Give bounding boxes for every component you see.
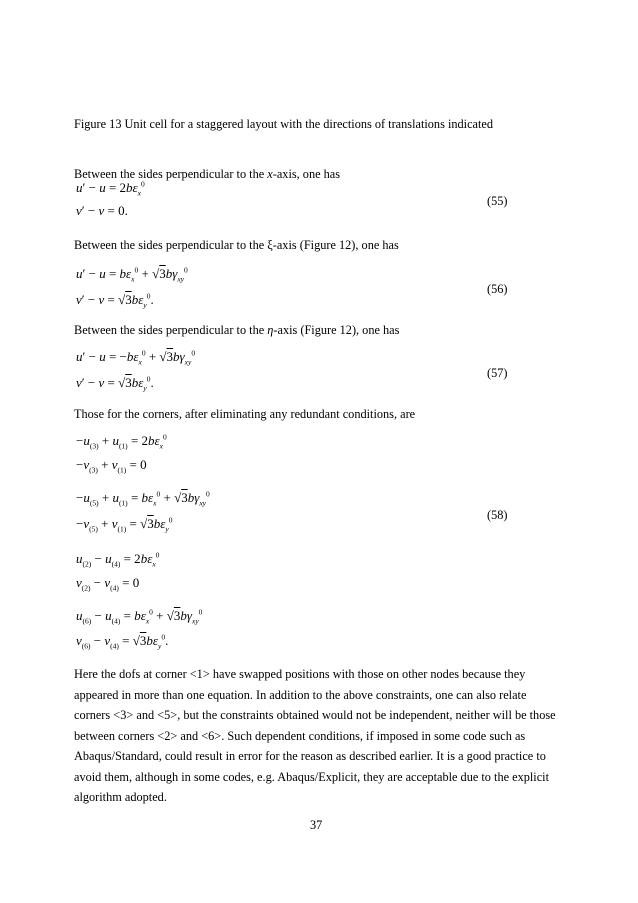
equation-number-56: (56) xyxy=(487,282,508,296)
equation-57b: $v' - v = √3b\varepsilon_y^0$. xyxy=(76,374,154,393)
equation-58a: $-u_{(3)} + u_{(1)} = 2b\varepsilon_x^0$ xyxy=(76,432,167,451)
intro-xi-axis: Between the sides perpendicular to the ξ-axis (Figure 12), one has xyxy=(74,238,399,252)
intro-corners: Those for the corners, after eliminating any redundant conditions, are xyxy=(74,407,416,421)
equation-55b: v′ − v = 0. xyxy=(76,203,128,218)
intro-eta-axis: Between the sides perpendicular to the η-axis (Figure 12), one has xyxy=(74,323,400,337)
equation-55a: $u' - u = 2b\varepsilon_x^0$ xyxy=(76,179,145,198)
equation-58e: $u_{(2)} - u_{(4)} = 2b\varepsilon_x^0$ xyxy=(76,550,160,569)
equation-56a: $u' - u = b\varepsilon_x^0 + √3b\gamma_{xy}^0$ xyxy=(76,265,188,284)
equation-56b: $v' - v = √3b\varepsilon_y^0$. xyxy=(76,291,154,310)
equation-57a: $u' - u = -b\varepsilon_x^0 + √3b\gamma_{xy}^0$ xyxy=(76,348,196,367)
figure-caption: Figure 13 Unit cell for a staggered layout with the directions of translations indicated xyxy=(74,117,494,131)
equation-58b: $-v_{(3)} + v_{(1)} = 0$ xyxy=(76,457,147,475)
equation-58g: $u_{(6)} - u_{(4)} = b\varepsilon_x^0 + √3b\gamma_{xy}^0$ xyxy=(76,607,203,626)
equation-58d: $-v_{(5)} + v_{(1)} = √3b\varepsilon_y^0$ xyxy=(76,515,173,534)
equation-number-57: (57) xyxy=(487,366,508,380)
equation-number-55: (55) xyxy=(487,194,508,208)
equation-58c: $-u_{(5)} + u_{(1)} = b\varepsilon_x^0 + √3b\gamma_{xy}^0$ xyxy=(76,489,210,508)
intro-x-axis: Between the sides perpendicular to the x-axis, one has xyxy=(74,167,341,181)
equation-number-58: (58) xyxy=(487,508,508,522)
page-number: 37 xyxy=(310,818,323,832)
equation-58h: $v_{(6)} - v_{(4)} = √3b\varepsilon_y^0$. xyxy=(76,632,169,651)
closing-paragraph: Here the dofs at corner <1> have swapped positions with those on other nodes because they appeared in more than one equation. In addition to the above constraints, one can also relate corners <3> and <5>, but the constraints obtained would not be independent, neither will be those between corners <2> and <6>. Such dependent conditions, if imposed in some code such as Abaqus/Standard, could result in error for the reason as described earlier. It is a good practice to avoid them, although in some codes, e.g. Abaqus/Explicit, they are acceptable due to the explicit algorithm adopted. xyxy=(74,667,556,804)
equation-58f: $v_{(2)} - v_{(4)} = 0$ xyxy=(76,575,140,593)
